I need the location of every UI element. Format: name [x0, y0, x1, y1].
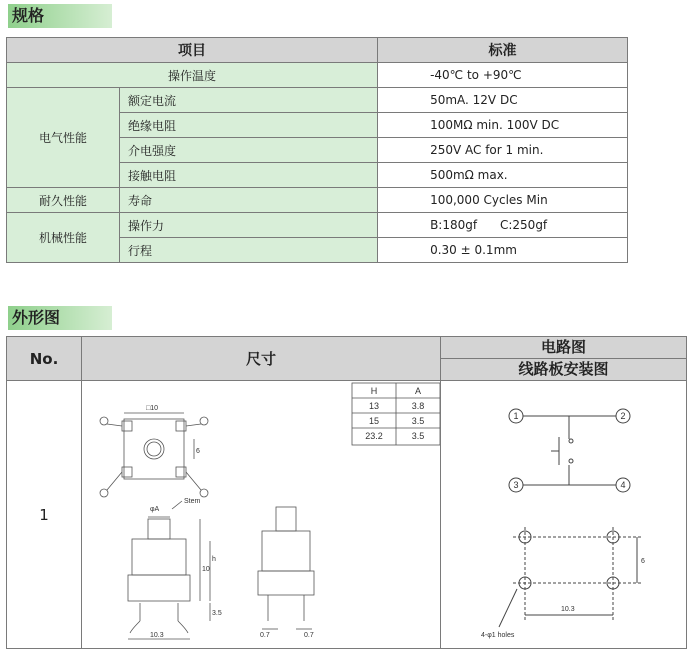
circuit-label-3: 3: [513, 480, 519, 490]
col-dimension-header: 尺寸: [82, 337, 441, 381]
stem: [148, 519, 170, 539]
shape-section-title: 外形图: [8, 306, 112, 330]
dimension-drawing-cell: [82, 381, 441, 649]
value-insulation: 100MΩ min. 100V DC: [378, 113, 628, 138]
pcb-label-holes: 4-φ1 holes: [481, 632, 515, 639]
dim-h-header: H: [370, 386, 378, 396]
circuit-pcb-cell: [441, 381, 687, 649]
group-durability: 耐久性能: [7, 188, 120, 213]
dim-a-header: A: [414, 386, 422, 396]
pcb-label-ten3: 10.3: [561, 606, 575, 613]
dim-row3-h: 23.2: [365, 431, 383, 441]
label-six: 6: [196, 448, 200, 455]
label-stem: Stem: [184, 498, 201, 505]
label-zero7b: 0.7: [304, 632, 314, 639]
circuit-pcb-drawing: [441, 381, 686, 645]
top-view-body: [124, 419, 184, 479]
dim-row1-a: 3.8: [411, 401, 425, 411]
col-pcb-header: 线路板安装图: [441, 358, 686, 380]
col-no-header: No.: [7, 337, 82, 381]
label-phiA: φA: [150, 506, 160, 513]
label-h: h: [212, 556, 216, 563]
circuit-label-4: 4: [620, 480, 626, 490]
dim-row1-h: 13: [368, 401, 380, 411]
pin-marker-top-1: [100, 417, 108, 425]
value-contact: 500mΩ max.: [378, 163, 628, 188]
group-mechanical: 机械性能: [7, 213, 120, 263]
dim-row2-h: 15: [368, 416, 380, 426]
label-three5: 3.5: [212, 610, 222, 617]
label-insulation: 绝缘电阻: [120, 113, 378, 138]
dim-row2-a: 3.5: [411, 416, 425, 426]
group-electrical: 电气性能: [7, 88, 120, 188]
pin-marker-top-2: [200, 417, 208, 425]
value-force: B:180gf C:250gf: [378, 213, 628, 238]
row-number: 1: [7, 381, 82, 649]
pin-marker-top-4: [200, 489, 208, 497]
value-life: 100,000 Cycles Min: [378, 188, 628, 213]
shape-table: [6, 336, 687, 649]
circuit-label-1: 1: [513, 411, 519, 421]
value-temp: -40℃ to +90℃: [378, 63, 628, 88]
label-current: 额定电流: [120, 88, 378, 113]
pin-marker-top-3: [100, 489, 108, 497]
value-dielectric: 250V AC for 1 min.: [378, 138, 628, 163]
label-ten: 10: [202, 566, 210, 573]
col-item-header: 项目: [7, 38, 378, 63]
label-sq10: □10: [146, 405, 159, 412]
label-travel: 行程: [120, 238, 378, 263]
label-force: 操作力: [120, 213, 378, 238]
spec-section-title: 规格: [8, 4, 112, 28]
label-temp: 操作温度: [7, 63, 378, 88]
pcb-label-six: 6: [641, 558, 645, 565]
label-contact: 接触电阻: [120, 163, 378, 188]
value-travel: 0.30 ± 0.1mm: [378, 238, 628, 263]
col-standard-header: 标准: [378, 38, 628, 63]
col-circuit-header: 电路图: [540, 338, 586, 356]
dimension-drawing: [82, 381, 440, 645]
label-zero7a: 0.7: [260, 632, 270, 639]
label-ten3: 10.3: [150, 632, 164, 639]
label-life: 寿命: [120, 188, 378, 213]
circuit-label-2: 2: [620, 411, 626, 421]
label-dielectric: 介电强度: [120, 138, 378, 163]
dim-row3-a: 3.5: [411, 431, 425, 441]
spec-table: [6, 37, 628, 263]
value-current: 50mA. 12V DC: [378, 88, 628, 113]
